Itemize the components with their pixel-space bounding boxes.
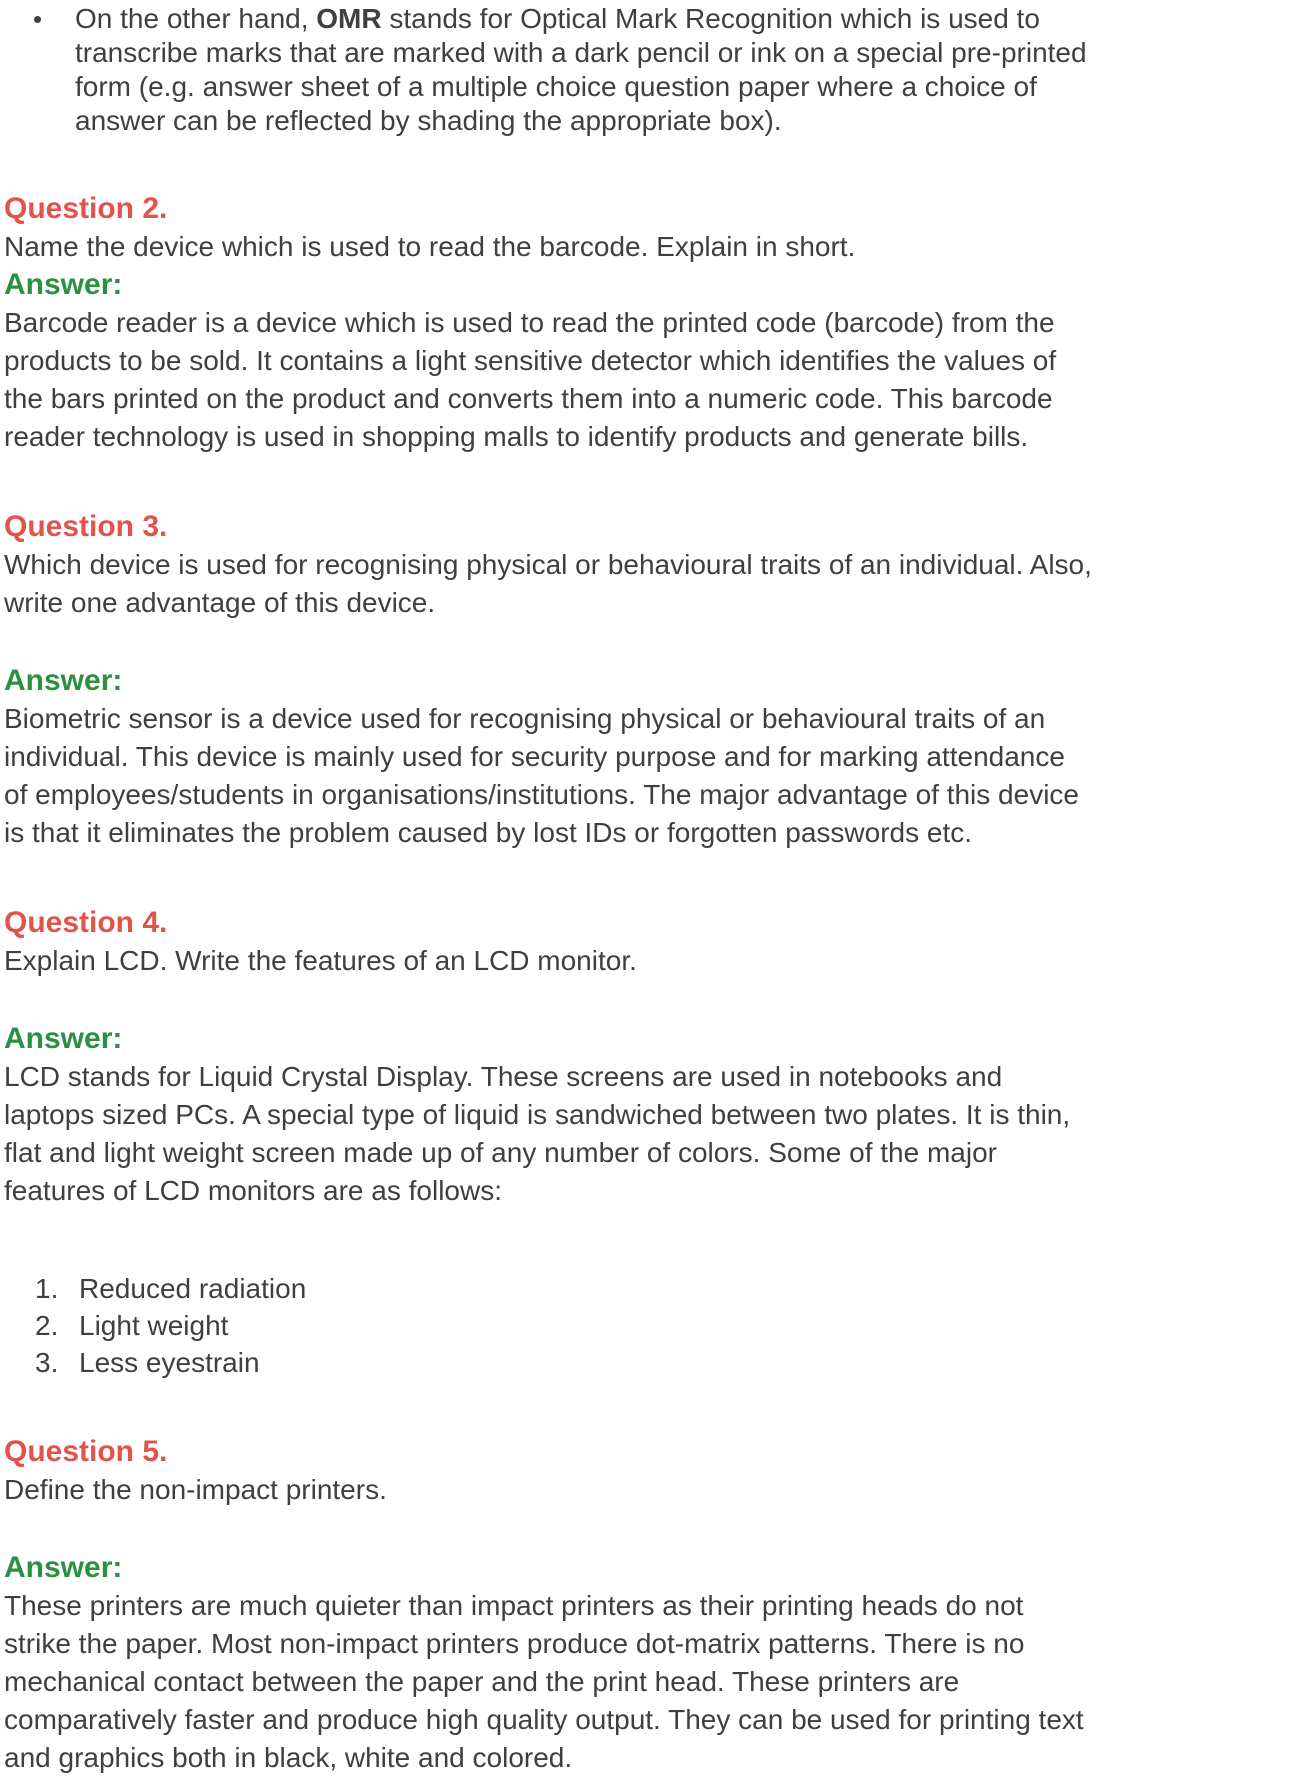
- answer-label: Answer:: [4, 664, 123, 697]
- paragraph: [4, 1587, 1293, 1777]
- text-line: Biometric sensor is a device used for recognising physical or behavioural traits of an: [4, 703, 1046, 734]
- answer-label: Answer:: [4, 268, 123, 301]
- features-list: [4, 1270, 1293, 1381]
- plain-text: On the other hand,: [75, 3, 317, 34]
- paragraph: [4, 304, 1293, 456]
- text-line: [75, 36, 1293, 70]
- list-item: [4, 1344, 1293, 1381]
- question-heading: Question 5.: [4, 1435, 168, 1468]
- text-line: write one advantage of this device.: [4, 587, 436, 618]
- question-heading: Question 4.: [4, 906, 168, 939]
- answer-label: Answer:: [4, 1551, 123, 1584]
- text-line: [75, 2, 1293, 36]
- paragraph: [4, 228, 1293, 266]
- text-line: Which device is used for recognising physical or behavioural traits of an individual. Also,: [4, 549, 1092, 580]
- text-line: Barcode reader is a device which is used to read the printed code (barcode) from the: [4, 307, 1055, 338]
- text-line: products to be sold. It contains a light sensitive detector which identifies the values of: [4, 345, 1057, 376]
- text-line: mechanical contact between the paper and the print head. These printers are: [4, 1666, 960, 1697]
- list-number: 3.: [35, 1347, 59, 1378]
- list-item-text: Light weight: [79, 1310, 229, 1341]
- list-item-text: Reduced radiation: [79, 1273, 307, 1304]
- text-line: LCD stands for Liquid Crystal Display. These screens are used in notebooks and: [4, 1061, 1003, 1092]
- text-line: and graphics both in black, white and colored.: [4, 1742, 573, 1773]
- list-number: 2.: [35, 1310, 59, 1341]
- bullet-item: [4, 2, 1293, 138]
- paragraph: [4, 700, 1293, 852]
- question-heading: Question 2.: [4, 192, 168, 225]
- bold-text: OMR: [316, 3, 382, 34]
- paragraph: [4, 1471, 1293, 1509]
- text-line: reader technology is used in shopping malls to identify products and generate bills.: [4, 421, 1029, 452]
- paragraph: [4, 546, 1293, 622]
- bullet-icon: •: [33, 4, 43, 34]
- plain-text: answer can be reflected by shading the appropriate box).: [75, 105, 782, 136]
- plain-text: form (e.g. answer sheet of a multiple choice question paper where a choice of: [75, 71, 1037, 102]
- paragraph: [4, 942, 1293, 980]
- paragraph: [4, 1058, 1293, 1210]
- list-item-text: Less eyestrain: [79, 1347, 260, 1378]
- text-line: strike the paper. Most non-impact printers produce dot-matrix patterns. There is no: [4, 1628, 1025, 1659]
- bullet-text: [75, 2, 1293, 138]
- plain-text: stands for Optical Mark Recognition which is used to: [381, 3, 1040, 34]
- text-line: the bars printed on the product and converts them into a numeric code. This barcode: [4, 383, 1053, 414]
- text-line: Explain LCD. Write the features of an LCD monitor.: [4, 945, 637, 976]
- text-line: comparatively faster and produce high quality output. They can be used for printing text: [4, 1704, 1084, 1735]
- text-line: flat and light weight screen made up of any number of colors. Some of the major: [4, 1137, 997, 1168]
- text-line: Define the non-impact printers.: [4, 1474, 387, 1505]
- text-line: [75, 70, 1293, 104]
- list-item: [4, 1270, 1293, 1307]
- text-line: These printers are much quieter than impact printers as their printing heads do not: [4, 1590, 1024, 1621]
- answer-label: Answer:: [4, 1022, 123, 1055]
- list-item: [4, 1307, 1293, 1344]
- text-line: of employees/students in organisations/institutions. The major advantage of this device: [4, 779, 1079, 810]
- text-line: Name the device which is used to read the barcode. Explain in short.: [4, 231, 856, 262]
- list-number: 1.: [35, 1273, 59, 1304]
- text-line: laptops sized PCs. A special type of liquid is sandwiched between two plates. It is thin,: [4, 1099, 1071, 1130]
- plain-text: transcribe marks that are marked with a dark pencil or ink on a special pre-printed: [75, 37, 1087, 68]
- text-line: individual. This device is mainly used for security purpose and for marking attendance: [4, 741, 1065, 772]
- question-heading: Question 3.: [4, 510, 168, 543]
- text-line: [75, 104, 1293, 138]
- text-line: features of LCD monitors are as follows:: [4, 1175, 502, 1206]
- text-line: is that it eliminates the problem caused by lost IDs or forgotten passwords etc.: [4, 817, 973, 848]
